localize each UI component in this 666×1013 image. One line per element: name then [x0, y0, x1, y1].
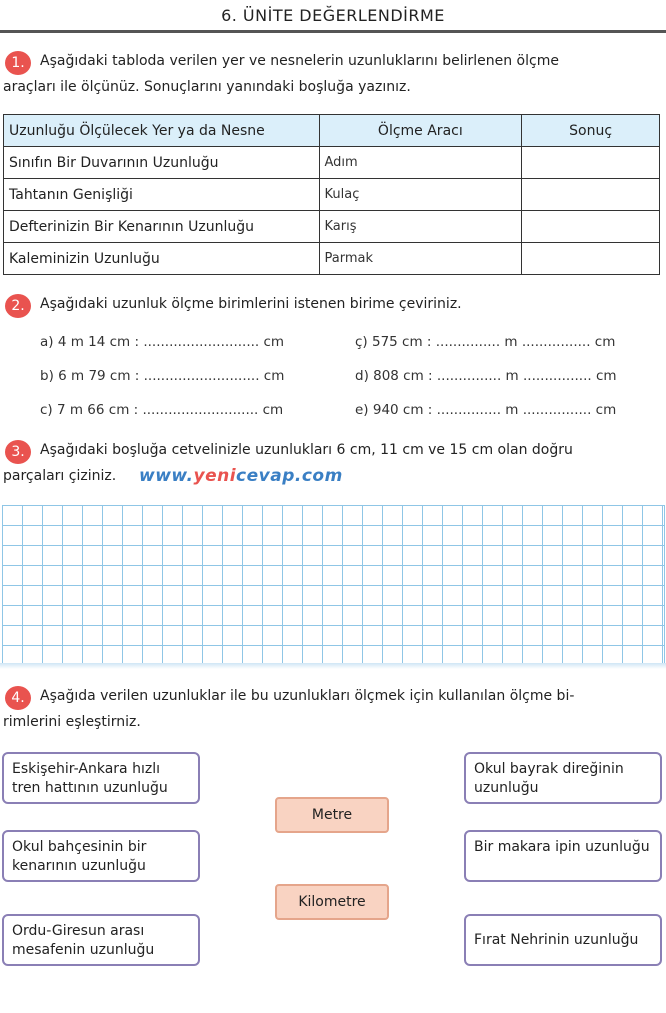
unit-metre-box[interactable]: Metre	[275, 797, 389, 833]
question-1-text-line2: araçları ile ölçünüz. Sonuçlarını yanındaki boşluğa yazınız.	[3, 79, 411, 95]
question-1-text-line1: Aşağıdaki tabloda verilen yer ve nesnelerin uzunluklarını belirlenen ölçme	[40, 53, 559, 69]
watermark-text	[139, 466, 343, 486]
question-3-text-line2: parçaları çiziniz.	[3, 468, 117, 484]
question-2-text: Aşağıdaki uzunluk ölçme birimlerini istenen birime çeviriniz.	[40, 296, 462, 312]
question-1-badge: 1.	[5, 51, 31, 75]
question-4-text-line1: Aşağıda verilen uzunluklar ile bu uzunlukları ölçmek için kullanılan ölçme bi-	[40, 688, 575, 704]
match-right-item-1[interactable]: Okul bayrak direğinin uzunluğu	[464, 752, 662, 804]
table-row	[4, 243, 660, 275]
table-cell-result[interactable]	[522, 179, 660, 211]
conversion-c-cedilla: ç) 575 cm : ............... m ................ cm	[355, 334, 616, 350]
page-title: 6. ÜNİTE DEĞERLENDİRME	[221, 6, 445, 25]
table-row	[4, 147, 660, 179]
match-left-item-2[interactable]: Okul bahçesinin bir kenarının uzunluğu	[2, 830, 200, 882]
watermark-part: www.	[139, 466, 194, 486]
table-cell-item: Defterinizin Bir Kenarının Uzunluğu	[4, 211, 320, 243]
table-cell-item: Tahtanın Genişliği	[4, 179, 320, 211]
conversion-a: a) 4 m 14 cm : ........................... cm	[40, 334, 285, 350]
measurement-table	[3, 114, 660, 275]
table-cell-item: Sınıfın Bir Duvarının Uzunluğu	[4, 147, 320, 179]
match-right-item-2[interactable]: Bir makara ipin uzunluğu	[464, 830, 662, 882]
title-divider	[0, 30, 666, 33]
match-left-item-3[interactable]: Ordu-Giresun arası mesafenin uzunluğu	[2, 914, 200, 966]
table-cell-result[interactable]	[522, 243, 660, 275]
drawing-grid[interactable]	[2, 505, 665, 666]
table-cell-tool: Karış	[319, 211, 522, 243]
table-cell-tool: Parmak	[319, 243, 522, 275]
table-header-cell: Ölçme Aracı	[319, 115, 522, 147]
grid-divider	[0, 663, 666, 669]
conversion-e: e) 940 cm : ............... m ................ cm	[355, 402, 617, 418]
question-3-badge: 3.	[5, 440, 31, 464]
conversion-c: c) 7 m 66 cm : ........................... cm	[40, 402, 284, 418]
match-left-item-1[interactable]: Eskişehir-Ankara hızlı tren hattının uzunluğu	[2, 752, 200, 804]
conversion-b: b) 6 m 79 cm : ........................... cm	[40, 368, 285, 384]
table-cell-tool: Adım	[319, 147, 522, 179]
table-header-cell: Uzunluğu Ölçülecek Yer ya da Nesne	[4, 115, 320, 147]
conversion-d: d) 808 cm : ............... m ................ cm	[355, 368, 617, 384]
table-cell-result[interactable]	[522, 147, 660, 179]
table-cell-item: Kaleminizin Uzunluğu	[4, 243, 320, 275]
question-2-badge: 2.	[5, 294, 31, 318]
table-row	[4, 211, 660, 243]
watermark-part: cevap.com	[236, 466, 343, 486]
table-row	[4, 179, 660, 211]
table-header-row	[4, 115, 660, 147]
table-header-cell: Sonuç	[522, 115, 660, 147]
question-4-badge: 4.	[5, 686, 31, 710]
match-right-item-3[interactable]: Fırat Nehrinin uzunluğu	[464, 914, 662, 966]
table-cell-tool: Kulaç	[319, 179, 522, 211]
watermark-highlight: yeni	[193, 466, 237, 486]
table-cell-result[interactable]	[522, 211, 660, 243]
question-4-text-line2: rimlerini eşleştirniz.	[3, 714, 141, 730]
question-3-text-line1: Aşağıdaki boşluğa cetvelinizle uzunlukları 6 cm, 11 cm ve 15 cm olan doğru	[40, 442, 573, 458]
unit-kilometre-box[interactable]: Kilometre	[275, 884, 389, 920]
